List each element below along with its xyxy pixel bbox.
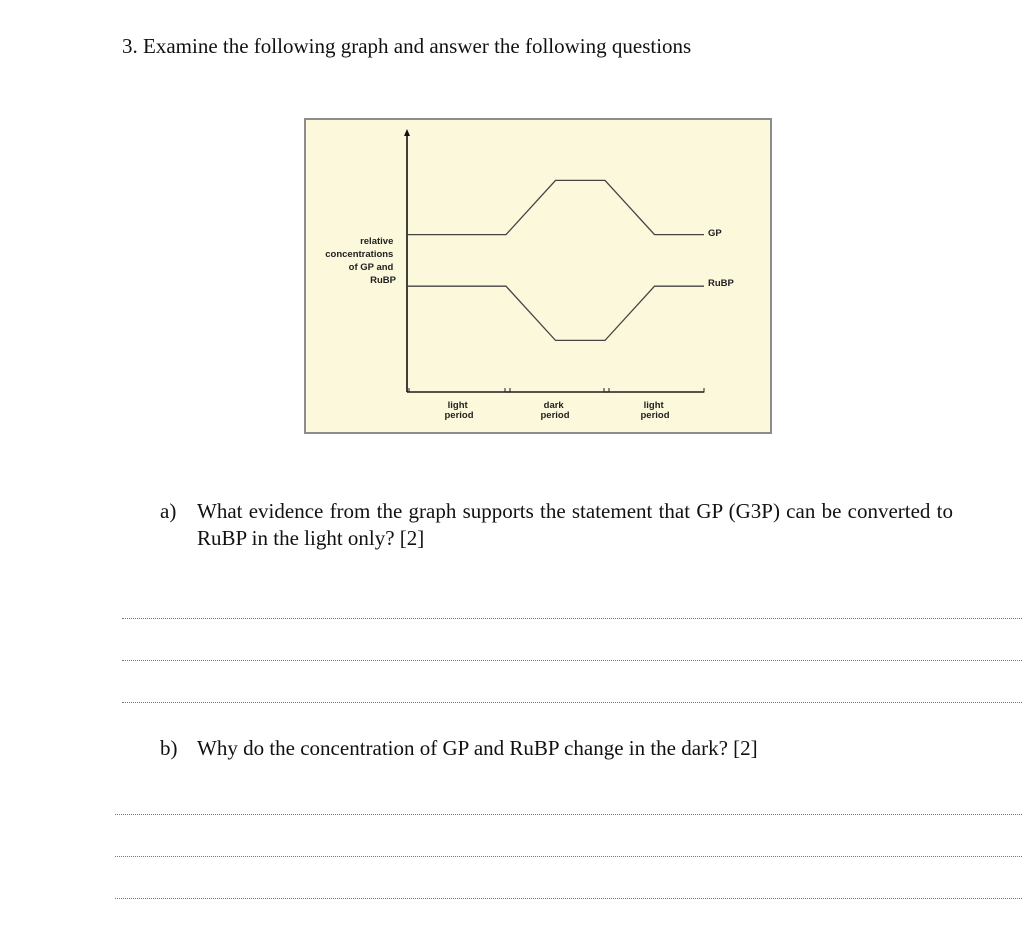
answer-line-b2[interactable] xyxy=(115,856,1022,857)
period-label-2: dark period xyxy=(540,400,570,421)
question-part-b xyxy=(160,735,1020,765)
answer-line-a2[interactable] xyxy=(122,660,1022,661)
series-label-rubp: RuBP xyxy=(708,278,734,289)
y-label-line-2: concentrations xyxy=(325,249,394,260)
line-chart xyxy=(306,120,774,436)
question-heading: 3. Examine the following graph and answer the following questions xyxy=(122,34,692,58)
part-b-text: Why do the concentration of GP and RuBP change in the dark? [2] xyxy=(197,736,758,760)
y-label-line-4: RuBP xyxy=(370,275,396,286)
y-axis-arrow xyxy=(404,129,410,136)
y-label-line-1: relative xyxy=(360,236,394,247)
answer-line-b3[interactable] xyxy=(115,898,1022,899)
series-label-gp: GP xyxy=(708,228,722,239)
answer-line-a1[interactable] xyxy=(122,618,1022,619)
part-a-text: What evidence from the graph supports the statement that GP (G3P) can be converted to RuBP in the light only? [2] xyxy=(197,499,953,550)
period-label-3: light period xyxy=(640,400,670,421)
y-label-line-3: of GP and xyxy=(348,262,394,273)
series-line-gp xyxy=(407,180,704,234)
series-line-rubp xyxy=(407,286,704,340)
y-axis-label xyxy=(325,236,396,286)
graph-figure xyxy=(304,118,772,434)
question-part-a xyxy=(160,498,953,554)
answer-line-a3[interactable] xyxy=(122,702,1022,703)
part-a-marker: a) xyxy=(160,499,177,523)
answer-line-b1[interactable] xyxy=(115,814,1022,815)
period-label-1: light period xyxy=(444,400,474,421)
part-b-marker: b) xyxy=(160,736,178,760)
